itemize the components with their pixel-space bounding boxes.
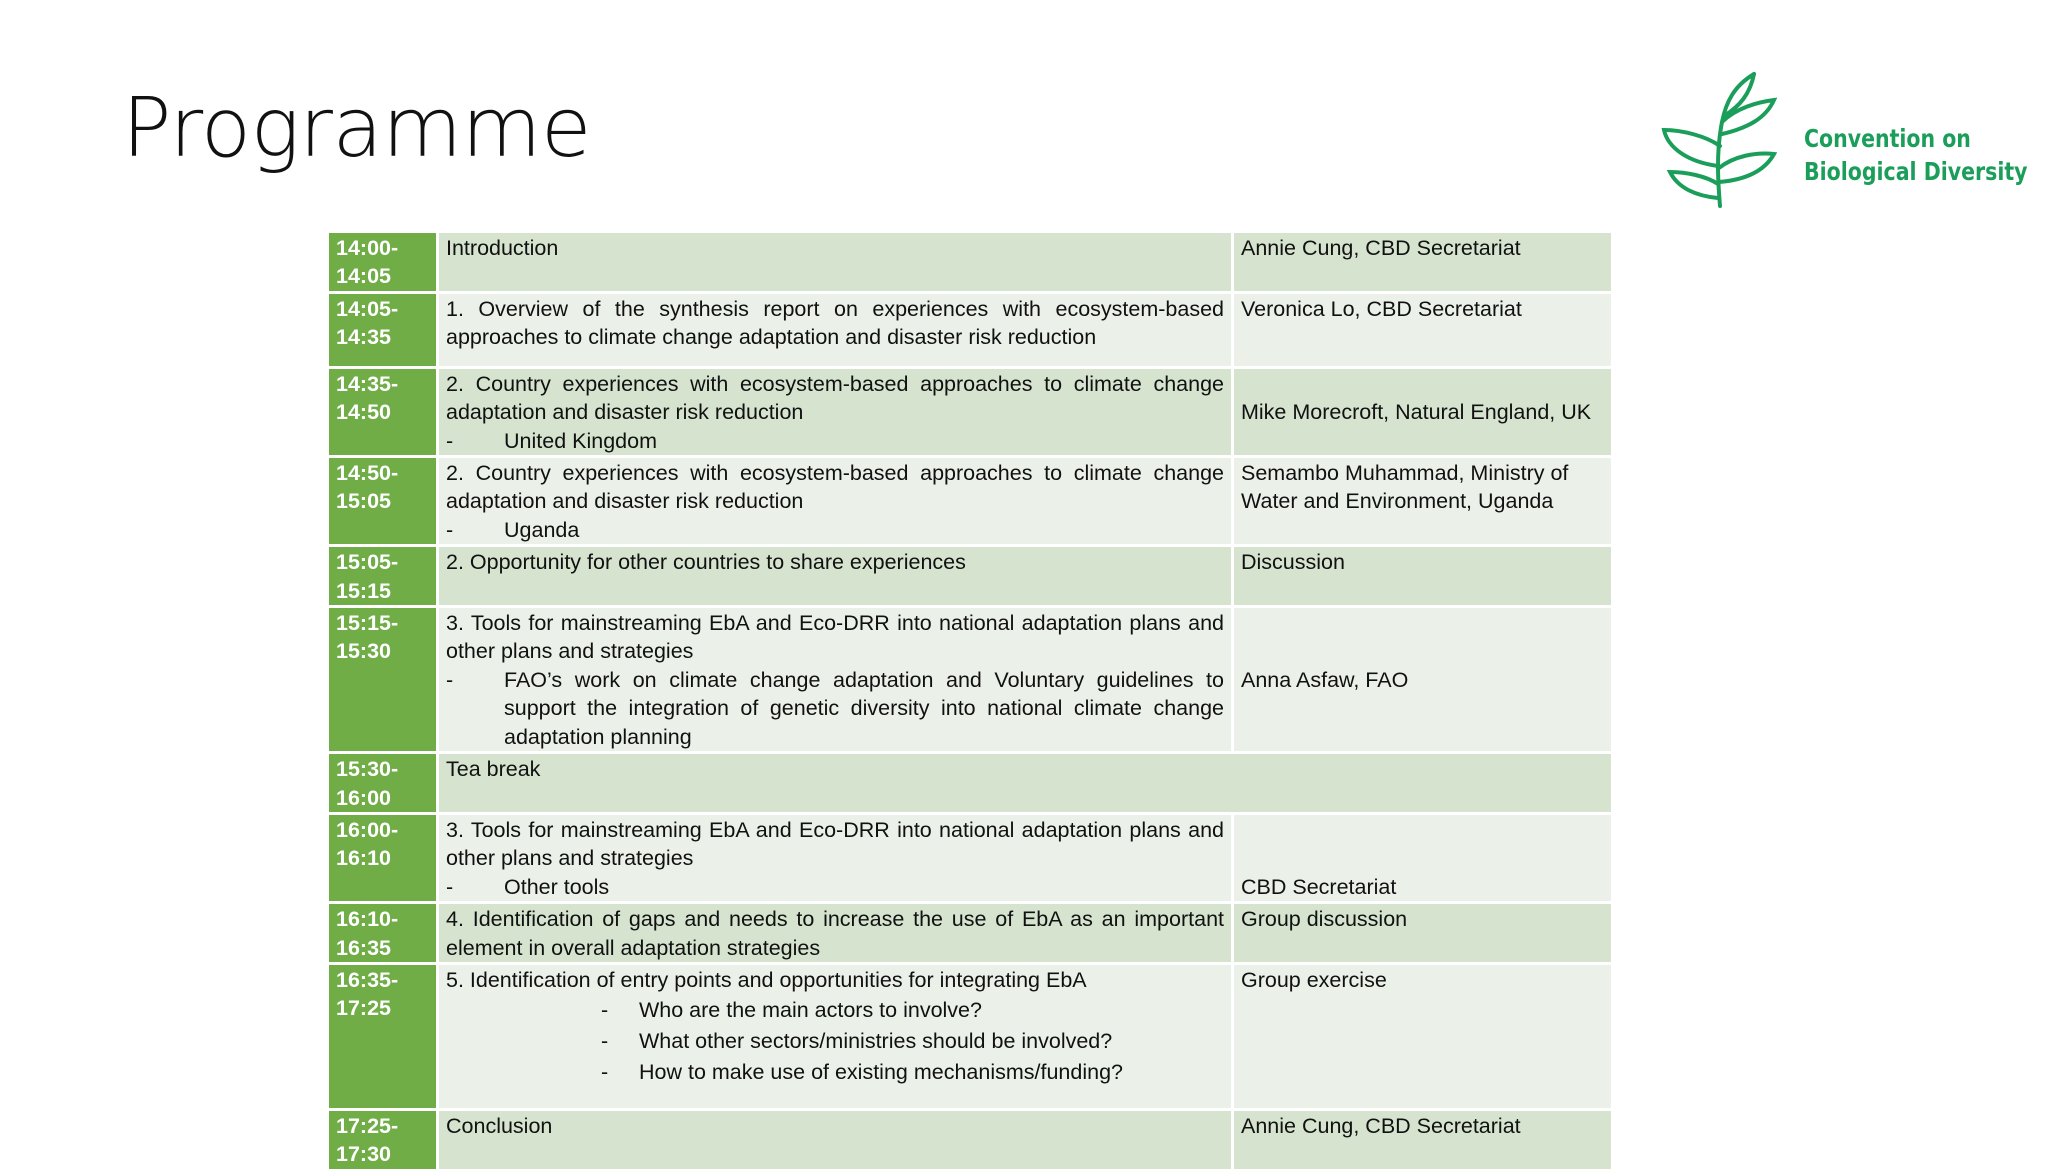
bullet-text: Other tools <box>504 874 610 899</box>
cbd-logo <box>1658 72 2028 212</box>
speaker-cell <box>1233 292 1613 367</box>
session-description <box>438 813 1233 902</box>
programme-table <box>326 230 1614 1172</box>
time-start: 14:35- <box>336 371 399 396</box>
session-description <box>438 753 1613 814</box>
bullet-dash: - <box>446 874 454 899</box>
speaker-cell <box>1233 1109 1613 1170</box>
bullet-dash: - <box>446 428 454 453</box>
speaker-cell <box>1233 457 1613 546</box>
speaker-name: Group exercise <box>1241 967 1387 992</box>
time-end: 14:50 <box>336 400 391 425</box>
table-row <box>328 1109 1613 1170</box>
bullet-dash: - <box>601 1060 609 1085</box>
time-end: 15:15 <box>336 578 391 603</box>
bullet-dash: - <box>601 998 609 1023</box>
time-end: 15:05 <box>336 489 391 514</box>
session-text: 2. Opportunity for other countries to share experiences <box>446 550 966 575</box>
speaker-cell <box>1233 903 1613 964</box>
table-row <box>328 232 1613 293</box>
table-row <box>328 292 1613 367</box>
time-cell <box>328 607 438 753</box>
sub-bullet-item <box>446 1058 1224 1087</box>
speaker-cell <box>1233 607 1613 753</box>
session-text: 3. Tools for mainstreaming EbA and Eco-DRR into national adaptation plans and other plans and strategies <box>446 611 1224 664</box>
time-cell <box>328 903 438 964</box>
time-end: 16:00 <box>336 785 391 810</box>
bullet-text: Uganda <box>504 517 580 542</box>
session-description <box>438 1109 1233 1170</box>
time-end: 16:10 <box>336 846 391 871</box>
session-text: 2. Country experiences with ecosystem-based approaches to climate change adaptation and disaster risk reduction <box>446 461 1224 514</box>
time-cell <box>328 232 438 293</box>
time-cell <box>328 457 438 546</box>
session-text: 3. Tools for mainstreaming EbA and Eco-DRR into national adaptation plans and other plans and strategies <box>446 817 1224 871</box>
speaker-name: Veronica Lo, CBD Secretariat <box>1241 296 1522 321</box>
speaker-cell <box>1233 963 1613 1109</box>
speaker-name: Annie Cung, CBD Secretariat <box>1241 1113 1521 1138</box>
time-start: 15:15- <box>336 611 399 636</box>
page-title: Programme <box>122 81 591 176</box>
session-text: 1. Overview of the synthesis report on experiences with ecosystem-based approaches to climate change adaptation and disaster risk reduction <box>446 296 1224 350</box>
session-description <box>438 457 1233 546</box>
bullet-item <box>446 666 1224 751</box>
time-start: 16:10- <box>336 907 399 932</box>
sub-bullet-text: How to make use of existing mechanisms/funding? <box>639 1060 1123 1085</box>
session-text: 2. Country experiences with ecosystem-based approaches to climate change adaptation and disaster risk reduction <box>446 371 1224 425</box>
sub-bullet-item <box>446 1027 1224 1056</box>
speaker-cell <box>1233 232 1613 293</box>
time-end: 14:35 <box>336 325 391 350</box>
sub-bullet-text: What other sectors/ministries should be involved? <box>639 1029 1113 1054</box>
time-cell <box>328 753 438 814</box>
session-description <box>438 292 1233 367</box>
speaker-name: Group discussion <box>1241 907 1408 932</box>
time-start: 15:05- <box>336 550 399 575</box>
time-start: 17:25- <box>336 1113 399 1138</box>
time-start: 14:00- <box>336 236 399 260</box>
time-cell <box>328 546 438 607</box>
table-row <box>328 963 1613 1109</box>
session-description <box>438 963 1233 1109</box>
time-start: 15:30- <box>336 757 399 782</box>
speaker-name: Anna Asfaw, FAO <box>1241 667 1409 692</box>
speaker-name: CBD Secretariat <box>1241 874 1397 899</box>
bullet-item <box>446 873 1224 901</box>
bullet-text: United Kingdom <box>504 428 657 453</box>
time-end: 16:35 <box>336 935 391 960</box>
speaker-cell <box>1233 367 1613 456</box>
bullet-text: FAO’s work on climate change adaptation and Voluntary guidelines to support the integration of genetic diversity into national climate change adaptation planning <box>504 667 1224 749</box>
speaker-cell <box>1233 546 1613 607</box>
session-description <box>438 546 1233 607</box>
time-cell <box>328 813 438 902</box>
time-cell <box>328 367 438 456</box>
speaker-name: Discussion <box>1241 550 1345 575</box>
session-description <box>438 367 1233 456</box>
time-start: 14:05- <box>336 296 399 321</box>
session-text: 4. Identification of gaps and needs to increase the use of EbA as an important element in overall adaptation strategies <box>446 907 1224 960</box>
time-start: 16:00- <box>336 817 399 842</box>
speaker-name: Annie Cung, CBD Secretariat <box>1241 236 1521 260</box>
time-end: 15:30 <box>336 639 391 664</box>
table-row <box>328 903 1613 964</box>
table-row <box>328 607 1613 753</box>
bullet-dash: - <box>446 667 454 692</box>
time-end: 17:30 <box>336 1142 391 1167</box>
bullet-dash: - <box>446 517 454 542</box>
speaker-cell <box>1233 813 1613 902</box>
sub-bullet-text: Who are the main actors to involve? <box>639 998 982 1023</box>
sub-bullet-item <box>446 996 1224 1025</box>
bullet-dash: - <box>601 1029 609 1054</box>
leaf-icon <box>1658 72 1798 212</box>
table-row <box>328 457 1613 546</box>
logo-line-2: Biological Diversity <box>1804 157 2028 186</box>
table-row <box>328 753 1613 814</box>
session-description <box>438 232 1233 293</box>
time-cell <box>328 1109 438 1170</box>
time-end: 17:25 <box>336 996 391 1021</box>
table-row <box>328 813 1613 902</box>
table-row <box>328 367 1613 456</box>
table-row <box>328 546 1613 607</box>
logo-line-1: Convention on <box>1804 124 1971 153</box>
bullet-item <box>446 427 1224 455</box>
session-text: 5. Identification of entry points and opportunities for integrating EbA <box>446 967 1087 992</box>
session-text: Tea break <box>446 757 541 782</box>
session-description <box>438 607 1233 753</box>
time-cell <box>328 963 438 1109</box>
time-cell <box>328 292 438 367</box>
session-text: Introduction <box>446 236 559 260</box>
time-end: 14:05 <box>336 264 391 289</box>
session-text: Conclusion <box>446 1113 553 1138</box>
bullet-item <box>446 516 1224 544</box>
time-start: 16:35- <box>336 967 399 992</box>
speaker-name: Mike Morecroft, Natural England, UK <box>1241 400 1592 425</box>
time-start: 14:50- <box>336 461 399 486</box>
session-description <box>438 903 1233 964</box>
speaker-name: Semambo Muhammad, Ministry of Water and Environment, Uganda <box>1241 461 1569 514</box>
